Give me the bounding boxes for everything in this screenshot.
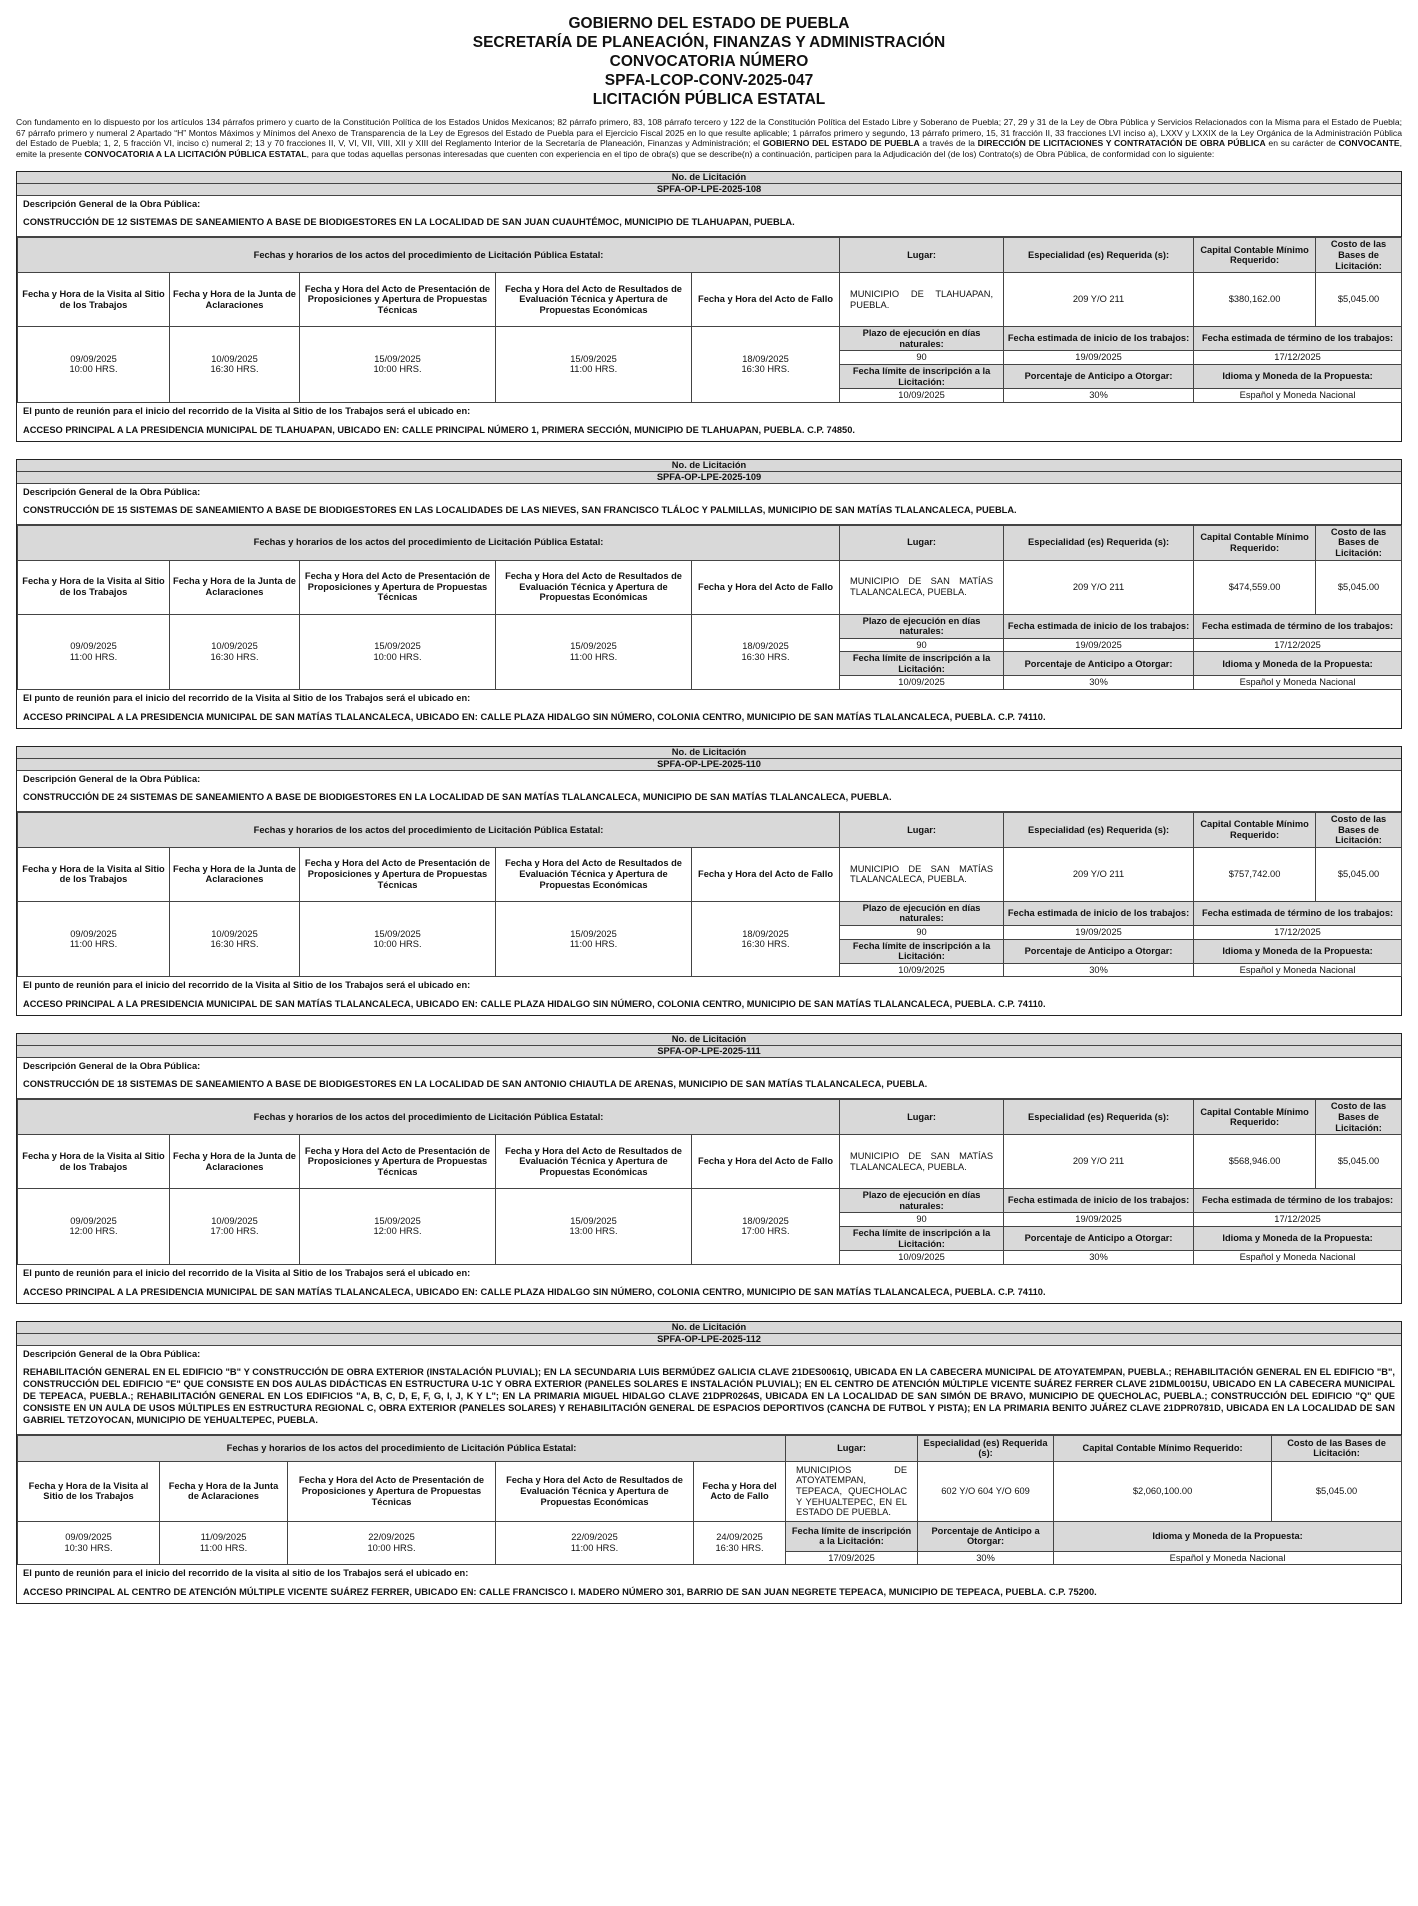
notice-number: SPFA-OP-LPE-2025-108 <box>656 184 762 195</box>
resultados-value: 22/09/2025 11:00 HRS. <box>496 1521 694 1565</box>
junta-label: Fecha y Hora de la Junta de Aclaraciones <box>170 560 300 614</box>
fallo-value: 24/09/2025 16:30 HRS. <box>694 1521 786 1565</box>
junta-value: 11/09/2025 11:00 HRS. <box>160 1521 288 1565</box>
header-line-4: SPFA-LCOP-CONV-2025-047 <box>604 72 814 89</box>
fallo-label: Fecha y Hora del Acto de Fallo <box>694 1461 786 1521</box>
notice-number-header <box>17 1034 1401 1058</box>
notice-112 <box>16 1321 1402 1605</box>
fallo-value: 18/09/2025 17:00 HRS. <box>692 1189 840 1265</box>
junta-value: 10/09/2025 16:30 HRS. <box>170 327 300 403</box>
resultados-label: Fecha y Hora del Acto de Resultados de Evaluación Técnica y Apertura de Propuestas Económicas <box>496 560 692 614</box>
meeting-point-text: ACCESO PRINCIPAL A LA PRESIDENCIA MUNICIPAL DE SAN MATÍAS TLALANCALECA, UBICADO EN: CALLE PLAZA HIDALGO SIN NÚMERO, COLONIA CENTRO, MUNICIPIO DE SAN MATÍAS TLALANCALECA, PUEBLA. C.P. 74110. <box>23 712 1046 723</box>
limite-value: 17/09/2025 <box>786 1551 918 1565</box>
fallo-label: Fecha y Hora del Acto de Fallo <box>692 560 840 614</box>
description-text: REHABILITACIÓN GENERAL EN EL EDIFICIO "B" Y CONSTRUCCIÓN DE OBRA EXTERIOR (INSTALACIÓN PLUVIAL); EN LA SECUNDARIA LUIS BERMÚDEZ GALICIA CLAVE 21DES0061Q, UBICADA EN LA CABECERA MUNICIPAL DE ATOYATEMPAN, PUEBLA.; REHABILITACIÓN GENERAL EN EL EDIFICIO "B", CONSTRUCCIÓN DEL EDIFICIO "E" QUE CONSISTE EN DOS AULAS DIDÁCTICAS EN ESTRUCTURA U-1C Y OBRA EXTERIOR (PANELES SOLARES E INSTALACIÓN PLUVIAL); EN EL CENTRO DE ATENCIÓN MÚLTIPLE VICENTE SUÁREZ FERRER CLAVE 21DML0015U, UBICADO EN LA CABECERA MUNICIPAL DE TEPEACA, PUEBLA.; REHABILITACIÓN GENERAL EN LOS EDIFICIOS "A, B, C, D, E, F, G, I, J, K Y L"; EN LA PRIMARIA MIGUEL HIDALGO CLAVE 21DPR0264S, UBICADA EN LA LOCALIDAD DE SAN SIMÓN DE BRAVO, MUNICIPIO DE QUECHOLAC, PUEBLA.; CONSTRUCCIÓN DEL EDIFICIO "Q" QUE CONSISTE EN UN AULA DE USOS MÚLTIPLES EN ESTRUCTURA REGIONAL C, OBRA EXTERIOR (PANELES SOLARES) Y REHABILITACIÓN GENERAL DE ESPACIOS DEPORTIVOS (CANCHA DE FUTBOL Y PISTA); EN LA PRIMARIA BENITO JUÁREZ CLAVE 21DPR0781D, UBICADA EN LA LOCALIDAD DE SAN GABRIEL TETZOYOCAN, MUNICIPIO DE YEHUALTEPEC, PUEBLA. <box>17 1362 1401 1435</box>
resultados-label: Fecha y Hora del Acto de Resultados de Evaluación Técnica y Apertura de Propuestas Económicas <box>496 1461 694 1521</box>
junta-label: Fecha y Hora de la Junta de Aclaraciones <box>170 273 300 327</box>
idioma-value: Español y Moneda Nacional <box>1054 1551 1402 1565</box>
capital-label: Capital Contable Mínimo Requerido: <box>1194 1100 1316 1135</box>
junta-value: 10/09/2025 17:00 HRS. <box>170 1189 300 1265</box>
plazo-label: Plazo de ejecución en días naturales: <box>840 1189 1004 1213</box>
costo-label: Costo de las Bases de Licitación: <box>1316 1100 1402 1135</box>
visita-value: 09/09/2025 10:00 HRS. <box>18 327 170 403</box>
anticipo-label: Porcentaje de Anticipo a Otorgar: <box>918 1521 1054 1551</box>
capital-value: $474,559.00 <box>1194 560 1316 614</box>
fallo-label: Fecha y Hora del Acto de Fallo <box>692 273 840 327</box>
capital-value: $757,742.00 <box>1194 847 1316 901</box>
notice-number: SPFA-OP-LPE-2025-112 <box>657 1333 761 1344</box>
lugar-value: MUNICIPIOS DE ATOYATEMPAN, TEPEACA, QUECHOLAC Y YEHUALTEPEC, EN EL ESTADO DE PUEBLA. <box>786 1461 918 1521</box>
termino-label: Fecha estimada de término de los trabajos: <box>1194 901 1402 925</box>
presentacion-value: 15/09/2025 10:00 HRS. <box>300 327 496 403</box>
visita-label: Fecha y Hora de la Visita al Sitio de los Trabajos <box>18 847 170 901</box>
limite-label: Fecha límite de inscripción a la Licitación: <box>840 939 1004 963</box>
presentacion-label: Fecha y Hora del Acto de Presentación de Proposiciones y Apertura de Propuestas Técnicas <box>300 847 496 901</box>
visita-value: 09/09/2025 11:00 HRS. <box>18 614 170 690</box>
notice-number-header <box>17 1322 1401 1346</box>
inicio-value: 19/09/2025 <box>1004 1213 1194 1227</box>
especialidad-value: 209 Y/O 211 <box>1004 847 1194 901</box>
notice-number: SPFA-OP-LPE-2025-110 <box>657 759 761 770</box>
idioma-label: Idioma y Moneda de la Propuesta: <box>1194 939 1402 963</box>
inicio-label: Fecha estimada de inicio de los trabajos: <box>1004 614 1194 638</box>
notice-number-header <box>17 172 1401 196</box>
lugar-label: Lugar: <box>840 238 1004 273</box>
termino-label: Fecha estimada de término de los trabajos: <box>1194 614 1402 638</box>
meeting-point-label: El punto de reunión para el inicio del recorrido de la Visita al Sitio de los Trabajos será el ubicado en: <box>23 693 471 704</box>
description-label: Descripción General de la Obra Pública: <box>23 1061 201 1072</box>
anticipo-value: 30% <box>1004 389 1194 403</box>
description-label: Descripción General de la Obra Pública: <box>23 486 201 497</box>
anticipo-label: Porcentaje de Anticipo a Otorgar: <box>1004 364 1194 388</box>
anticipo-value: 30% <box>918 1551 1054 1565</box>
limite-label: Fecha límite de inscripción a la Licitación: <box>840 364 1004 388</box>
especialidad-value: 209 Y/O 211 <box>1004 560 1194 614</box>
meeting-point-label: El punto de reunión para el inicio del recorrido de la Visita al Sitio de los Trabajos será el ubicado en: <box>23 980 471 991</box>
description-label: Descripción General de la Obra Pública: <box>23 774 201 785</box>
idioma-label: Idioma y Moneda de la Propuesta: <box>1194 1226 1402 1250</box>
meeting-point-text: ACCESO PRINCIPAL A LA PRESIDENCIA MUNICIPAL DE SAN MATÍAS TLALANCALECA, UBICADO EN: CALLE PLAZA HIDALGO SIN NÚMERO, COLONIA CENTRO, MUNICIPIO DE SAN MATÍAS TLALANCALECA, PUEBLA. C.P. 74110. <box>23 999 1046 1010</box>
resultados-value: 15/09/2025 11:00 HRS. <box>496 614 692 690</box>
limite-value: 10/09/2025 <box>840 963 1004 977</box>
costo-label: Costo de las Bases de Licitación: <box>1316 525 1402 560</box>
meeting-point-text: ACCESO PRINCIPAL AL CENTRO DE ATENCIÓN MÚLTIPLE VICENTE SUÁREZ FERRER, UBICADO EN: CALLE FRANCISCO I. MADERO NÚMERO 301, BARRIO DE SAN JUAN NEGRETE TEPEACA, MUNICIPIO DE TEPEACA, PUEBLA. C.P. 75200. <box>23 1587 1097 1598</box>
idioma-value: Español y Moneda Nacional <box>1194 676 1402 690</box>
capital-value: $380,162.00 <box>1194 273 1316 327</box>
idioma-label: Idioma y Moneda de la Propuesta: <box>1194 364 1402 388</box>
especialidad-value: 209 Y/O 211 <box>1004 1135 1194 1189</box>
anticipo-value: 30% <box>1004 1251 1194 1265</box>
costo-label: Costo de las Bases de Licitación: <box>1316 813 1402 848</box>
presentacion-value: 15/09/2025 10:00 HRS. <box>300 901 496 977</box>
especialidad-label: Especialidad (es) Requerida (s): <box>1004 813 1194 848</box>
idioma-value: Español y Moneda Nacional <box>1194 389 1402 403</box>
especialidad-label: Especialidad (es) Requerida (s): <box>918 1435 1054 1461</box>
anticipo-value: 30% <box>1004 676 1194 690</box>
intro-bold: CONVOCATORIA A LA LICITACIÓN PÚBLICA ESTATAL <box>84 148 307 159</box>
inicio-label: Fecha estimada de inicio de los trabajos: <box>1004 1189 1194 1213</box>
intro-bold: GOBIERNO DEL ESTADO DE PUEBLA <box>762 138 920 149</box>
visita-label: Fecha y Hora de la Visita al Sitio de los Trabajos <box>18 1461 160 1521</box>
notice-108 <box>16 171 1402 441</box>
junta-label: Fecha y Hora de la Junta de Aclaraciones <box>170 1135 300 1189</box>
notice-number-label: No. de Licitación <box>17 1034 1401 1046</box>
meeting-point-text: ACCESO PRINCIPAL A LA PRESIDENCIA MUNICIPAL DE SAN MATÍAS TLALANCALECA, UBICADO EN: CALLE PLAZA HIDALGO SIN NÚMERO, COLONIA CENTRO, MUNICIPIO DE SAN MATÍAS TLALANCALECA, PUEBLA. C.P. 74110. <box>23 1286 1046 1297</box>
description-text: CONSTRUCCIÓN DE 12 SISTEMAS DE SANEAMIENTO A BASE DE BIODIGESTORES EN LA LOCALIDAD DE SAN JUAN CUAUHTÉMOC, MUNICIPIO DE TLAHUAPAN, PUEBLA. <box>17 212 1401 237</box>
costo-value: $5,045.00 <box>1316 847 1402 901</box>
meeting-point-label: El punto de reunión para el inicio del recorrido de la visita al sitio de los Trabajos será el ubicado en: <box>23 1568 469 1579</box>
intro-text: , emite la presente <box>16 138 1402 159</box>
visita-value: 09/09/2025 10:30 HRS. <box>18 1521 160 1565</box>
idioma-value: Español y Moneda Nacional <box>1194 963 1402 977</box>
presentacion-label: Fecha y Hora del Acto de Presentación de Proposiciones y Apertura de Propuestas Técnicas <box>300 273 496 327</box>
junta-value: 10/09/2025 16:30 HRS. <box>170 901 300 977</box>
capital-value: $568,946.00 <box>1194 1135 1316 1189</box>
anticipo-label: Porcentaje de Anticipo a Otorgar: <box>1004 1226 1194 1250</box>
plazo-label: Plazo de ejecución en días naturales: <box>840 327 1004 351</box>
document-header <box>16 14 1402 109</box>
junta-label: Fecha y Hora de la Junta de Aclaraciones <box>170 847 300 901</box>
termino-label: Fecha estimada de término de los trabajos: <box>1194 327 1402 351</box>
idioma-value: Español y Moneda Nacional <box>1194 1251 1402 1265</box>
intro-paragraph <box>16 117 1402 159</box>
presentacion-label: Fecha y Hora del Acto de Presentación de Proposiciones y Apertura de Propuestas Técnicas <box>300 1135 496 1189</box>
intro-bold: DIRECCIÓN DE LICITACIONES Y CONTRATACIÓN DE OBRA PÚBLICA <box>977 138 1266 149</box>
termino-value: 17/12/2025 <box>1194 638 1402 652</box>
resultados-value: 15/09/2025 13:00 HRS. <box>496 1189 692 1265</box>
schedule-header: Fechas y horarios de los actos del procedimiento de Licitación Pública Estatal: <box>18 1435 786 1461</box>
costo-label: Costo de las Bases de Licitación: <box>1272 1435 1402 1461</box>
notice-number-label: No. de Licitación <box>17 460 1401 472</box>
notice-109 <box>16 459 1402 729</box>
presentacion-value: 15/09/2025 10:00 HRS. <box>300 614 496 690</box>
description-text: CONSTRUCCIÓN DE 18 SISTEMAS DE SANEAMIENTO A BASE DE BIODIGESTORES EN LA LOCALIDAD DE SAN ANTONIO CHIAUTLA DE ARENAS, MUNICIPIO DE SAN MATÍAS TLALANCALECA, PUEBLA. <box>17 1074 1401 1099</box>
costo-value: $5,045.00 <box>1316 560 1402 614</box>
idioma-label: Idioma y Moneda de la Propuesta: <box>1054 1521 1402 1551</box>
header-line-5: LICITACIÓN PÚBLICA ESTATAL <box>592 91 826 108</box>
anticipo-value: 30% <box>1004 963 1194 977</box>
resultados-value: 15/09/2025 11:00 HRS. <box>496 901 692 977</box>
plazo-value: 90 <box>840 351 1004 365</box>
limite-label: Fecha límite de inscripción a la Licitación: <box>840 1226 1004 1250</box>
meeting-point-label: El punto de reunión para el inicio del recorrido de la Visita al Sitio de los Trabajos será el ubicado en: <box>23 405 471 416</box>
costo-value: $5,045.00 <box>1316 1135 1402 1189</box>
limite-value: 10/09/2025 <box>840 676 1004 690</box>
especialidad-value: 602 Y/O 604 Y/O 609 <box>918 1461 1054 1521</box>
costo-value: $5,045.00 <box>1316 273 1402 327</box>
visita-label: Fecha y Hora de la Visita al Sitio de los Trabajos <box>18 273 170 327</box>
lugar-value: MUNICIPIO DE SAN MATÍAS TLALANCALECA, PUEBLA. <box>840 847 1004 901</box>
inicio-value: 19/09/2025 <box>1004 351 1194 365</box>
lugar-label: Lugar: <box>840 525 1004 560</box>
resultados-value: 15/09/2025 11:00 HRS. <box>496 327 692 403</box>
notice-table <box>17 237 1402 402</box>
intro-text: en su carácter de <box>1265 138 1339 149</box>
resultados-label: Fecha y Hora del Acto de Resultados de Evaluación Técnica y Apertura de Propuestas Económicas <box>496 847 692 901</box>
visita-value: 09/09/2025 12:00 HRS. <box>18 1189 170 1265</box>
intro-text: Con fundamento en lo dispuesto por los artículos 134 párrafos primero y cuarto de la Constitución Política de los Estados Unidos Mexicanos; 82 párrafo primero, 83, 108 párrafo tercero y 122 de la Constitución Política del Estado Libre y Soberano de Puebla; 27, 29 y 31 de la Ley de Obra Pública y Servicios Relacionados con la Misma para el Estado de Puebla; 67 párrafo primero y numeral 2 Apartado “H” Montos Máximos y Mínimos del Anexo de Transparencia de la Ley de Egresos del Estado de Puebla para el Ejercicio Fiscal 2025 en lo que resulte aplicable; 1 párrafos primero y segundo, 13 párrafo primero, 15, 31 fracción II, 33 fracciones LVI inciso a), LXXV y LXXIX de la Ley Orgánica de la Administración Pública del Estado de Puebla; 1, 2, 5 fracción VI, inciso c) numeral 2; 13 y 70 fracciones II, V, VI, VII, VIII, XII y XIII del Reglamento Interior de la Secretaría de Planeación, Finanzas y Administración; el <box>16 117 1402 149</box>
costo-value: $5,045.00 <box>1272 1461 1402 1521</box>
fallo-label: Fecha y Hora del Acto de Fallo <box>692 847 840 901</box>
capital-label: Capital Contable Mínimo Requerido: <box>1194 813 1316 848</box>
plazo-value: 90 <box>840 1213 1004 1227</box>
fallo-value: 18/09/2025 16:30 HRS. <box>692 614 840 690</box>
lugar-value: MUNICIPIO DE TLAHUAPAN, PUEBLA. <box>840 273 1004 327</box>
notice-table <box>17 525 1402 690</box>
inicio-label: Fecha estimada de inicio de los trabajos: <box>1004 901 1194 925</box>
header-line-3: CONVOCATORIA NÚMERO <box>609 53 809 70</box>
lugar-label: Lugar: <box>840 1100 1004 1135</box>
termino-value: 17/12/2025 <box>1194 351 1402 365</box>
description-label: Descripción General de la Obra Pública: <box>23 199 201 210</box>
visita-label: Fecha y Hora de la Visita al Sitio de los Trabajos <box>18 1135 170 1189</box>
schedule-header: Fechas y horarios de los actos del procedimiento de Licitación Pública Estatal: <box>18 525 840 560</box>
anticipo-label: Porcentaje de Anticipo a Otorgar: <box>1004 939 1194 963</box>
lugar-label: Lugar: <box>786 1435 918 1461</box>
description-text: CONSTRUCCIÓN DE 15 SISTEMAS DE SANEAMIENTO A BASE DE BIODIGESTORES EN LAS LOCALIDADES DE LAS NIEVES, SAN FRANCISCO TLÁLOC Y PALMILLAS, MUNICIPIO DE SAN MATÍAS TLALANCALECA, PUEBLA. <box>17 500 1401 525</box>
notices-list <box>16 171 1402 1303</box>
meeting-point-text: ACCESO PRINCIPAL A LA PRESIDENCIA MUNICIPAL DE TLAHUAPAN, UBICADO EN: CALLE PRINCIPAL NÚMERO 1, PRIMERA SECCIÓN, MUNICIPIO DE TLAHUAPAN, PUEBLA. C.P. 74850. <box>23 424 855 435</box>
lugar-value: MUNICIPIO DE SAN MATÍAS TLALANCALECA, PUEBLA. <box>840 560 1004 614</box>
notice-110 <box>16 746 1402 1016</box>
capital-label: Capital Contable Mínimo Requerido: <box>1054 1435 1272 1461</box>
intro-text: a través de la <box>919 138 978 149</box>
limite-value: 10/09/2025 <box>840 389 1004 403</box>
plazo-value: 90 <box>840 638 1004 652</box>
lugar-label: Lugar: <box>840 813 1004 848</box>
anticipo-label: Porcentaje de Anticipo a Otorgar: <box>1004 652 1194 676</box>
presentacion-label: Fecha y Hora del Acto de Presentación de Proposiciones y Apertura de Propuestas Técnicas <box>300 560 496 614</box>
visita-value: 09/09/2025 11:00 HRS. <box>18 901 170 977</box>
termino-label: Fecha estimada de término de los trabajos: <box>1194 1189 1402 1213</box>
inicio-value: 19/09/2025 <box>1004 638 1194 652</box>
idioma-label: Idioma y Moneda de la Propuesta: <box>1194 652 1402 676</box>
limite-value: 10/09/2025 <box>840 1251 1004 1265</box>
especialidad-label: Especialidad (es) Requerida (s): <box>1004 1100 1194 1135</box>
capital-label: Capital Contable Mínimo Requerido: <box>1194 525 1316 560</box>
presentacion-value: 15/09/2025 12:00 HRS. <box>300 1189 496 1265</box>
limite-label: Fecha límite de inscripción a la Licitación: <box>786 1521 918 1551</box>
notice-number-label: No. de Licitación <box>17 747 1401 759</box>
header-line-1: GOBIERNO DEL ESTADO DE PUEBLA <box>568 15 850 32</box>
plazo-label: Plazo de ejecución en días naturales: <box>840 614 1004 638</box>
notice-number: SPFA-OP-LPE-2025-111 <box>657 1046 761 1057</box>
schedule-header: Fechas y horarios de los actos del procedimiento de Licitación Pública Estatal: <box>18 238 840 273</box>
termino-value: 17/12/2025 <box>1194 926 1402 940</box>
description-label: Descripción General de la Obra Pública: <box>23 1348 201 1359</box>
inicio-value: 19/09/2025 <box>1004 926 1194 940</box>
notice-table <box>17 812 1402 977</box>
notice-number-label: No. de Licitación <box>17 172 1401 184</box>
schedule-header: Fechas y horarios de los actos del procedimiento de Licitación Pública Estatal: <box>18 813 840 848</box>
resultados-label: Fecha y Hora del Acto de Resultados de Evaluación Técnica y Apertura de Propuestas Económicas <box>496 273 692 327</box>
presentacion-value: 22/09/2025 10:00 HRS. <box>288 1521 496 1565</box>
visita-label: Fecha y Hora de la Visita al Sitio de los Trabajos <box>18 560 170 614</box>
plazo-label: Plazo de ejecución en días naturales: <box>840 901 1004 925</box>
meeting-point-label: El punto de reunión para el inicio del recorrido de la Visita al Sitio de los Trabajos será el ubicado en: <box>23 1267 471 1278</box>
especialidad-value: 209 Y/O 211 <box>1004 273 1194 327</box>
intro-text: , para que todas aquellas personas interesadas que cuenten con experiencia en el tipo de obra(s) que se describe(n) a continuación, participen para la Adjudicación del (de los) Contrato(s) de Obra Pública, de conformidad con lo siguiente: <box>306 148 1215 159</box>
especialidad-label: Especialidad (es) Requerida (s): <box>1004 525 1194 560</box>
presentacion-label: Fecha y Hora del Acto de Presentación de Proposiciones y Apertura de Propuestas Técnicas <box>288 1461 496 1521</box>
fallo-label: Fecha y Hora del Acto de Fallo <box>692 1135 840 1189</box>
fallo-value: 18/09/2025 16:30 HRS. <box>692 327 840 403</box>
description-text: CONSTRUCCIÓN DE 24 SISTEMAS DE SANEAMIENTO A BASE DE BIODIGESTORES EN LA LOCALIDAD DE SAN MATÍAS TLALANCALECA, MUNICIPIO DE SAN MATÍAS TLALANCALECA, PUEBLA. <box>17 787 1401 812</box>
inicio-label: Fecha estimada de inicio de los trabajos: <box>1004 327 1194 351</box>
especialidad-label: Especialidad (es) Requerida (s): <box>1004 238 1194 273</box>
resultados-label: Fecha y Hora del Acto de Resultados de Evaluación Técnica y Apertura de Propuestas Económicas <box>496 1135 692 1189</box>
capital-value: $2,060,100.00 <box>1054 1461 1272 1521</box>
intro-bold: CONVOCANTE <box>1338 138 1400 149</box>
costo-label: Costo de las Bases de Licitación: <box>1316 238 1402 273</box>
schedule-header: Fechas y horarios de los actos del procedimiento de Licitación Pública Estatal: <box>18 1100 840 1135</box>
junta-value: 10/09/2025 16:30 HRS. <box>170 614 300 690</box>
lugar-value: MUNICIPIO DE SAN MATÍAS TLALANCALECA, PUEBLA. <box>840 1135 1004 1189</box>
termino-value: 17/12/2025 <box>1194 1213 1402 1227</box>
notice-number-label: No. de Licitación <box>17 1322 1401 1334</box>
limite-label: Fecha límite de inscripción a la Licitación: <box>840 652 1004 676</box>
notice-111 <box>16 1033 1402 1303</box>
plazo-value: 90 <box>840 926 1004 940</box>
notice-table <box>17 1435 1402 1566</box>
notice-table <box>17 1099 1402 1264</box>
notice-number: SPFA-OP-LPE-2025-109 <box>656 471 762 482</box>
notice-number-header <box>17 747 1401 771</box>
capital-label: Capital Contable Mínimo Requerido: <box>1194 238 1316 273</box>
fallo-value: 18/09/2025 16:30 HRS. <box>692 901 840 977</box>
junta-label: Fecha y Hora de la Junta de Aclaraciones <box>160 1461 288 1521</box>
header-line-2: SECRETARÍA DE PLANEACIÓN, FINANZAS Y ADMINISTRACIÓN <box>472 34 946 51</box>
notice-number-header <box>17 460 1401 484</box>
